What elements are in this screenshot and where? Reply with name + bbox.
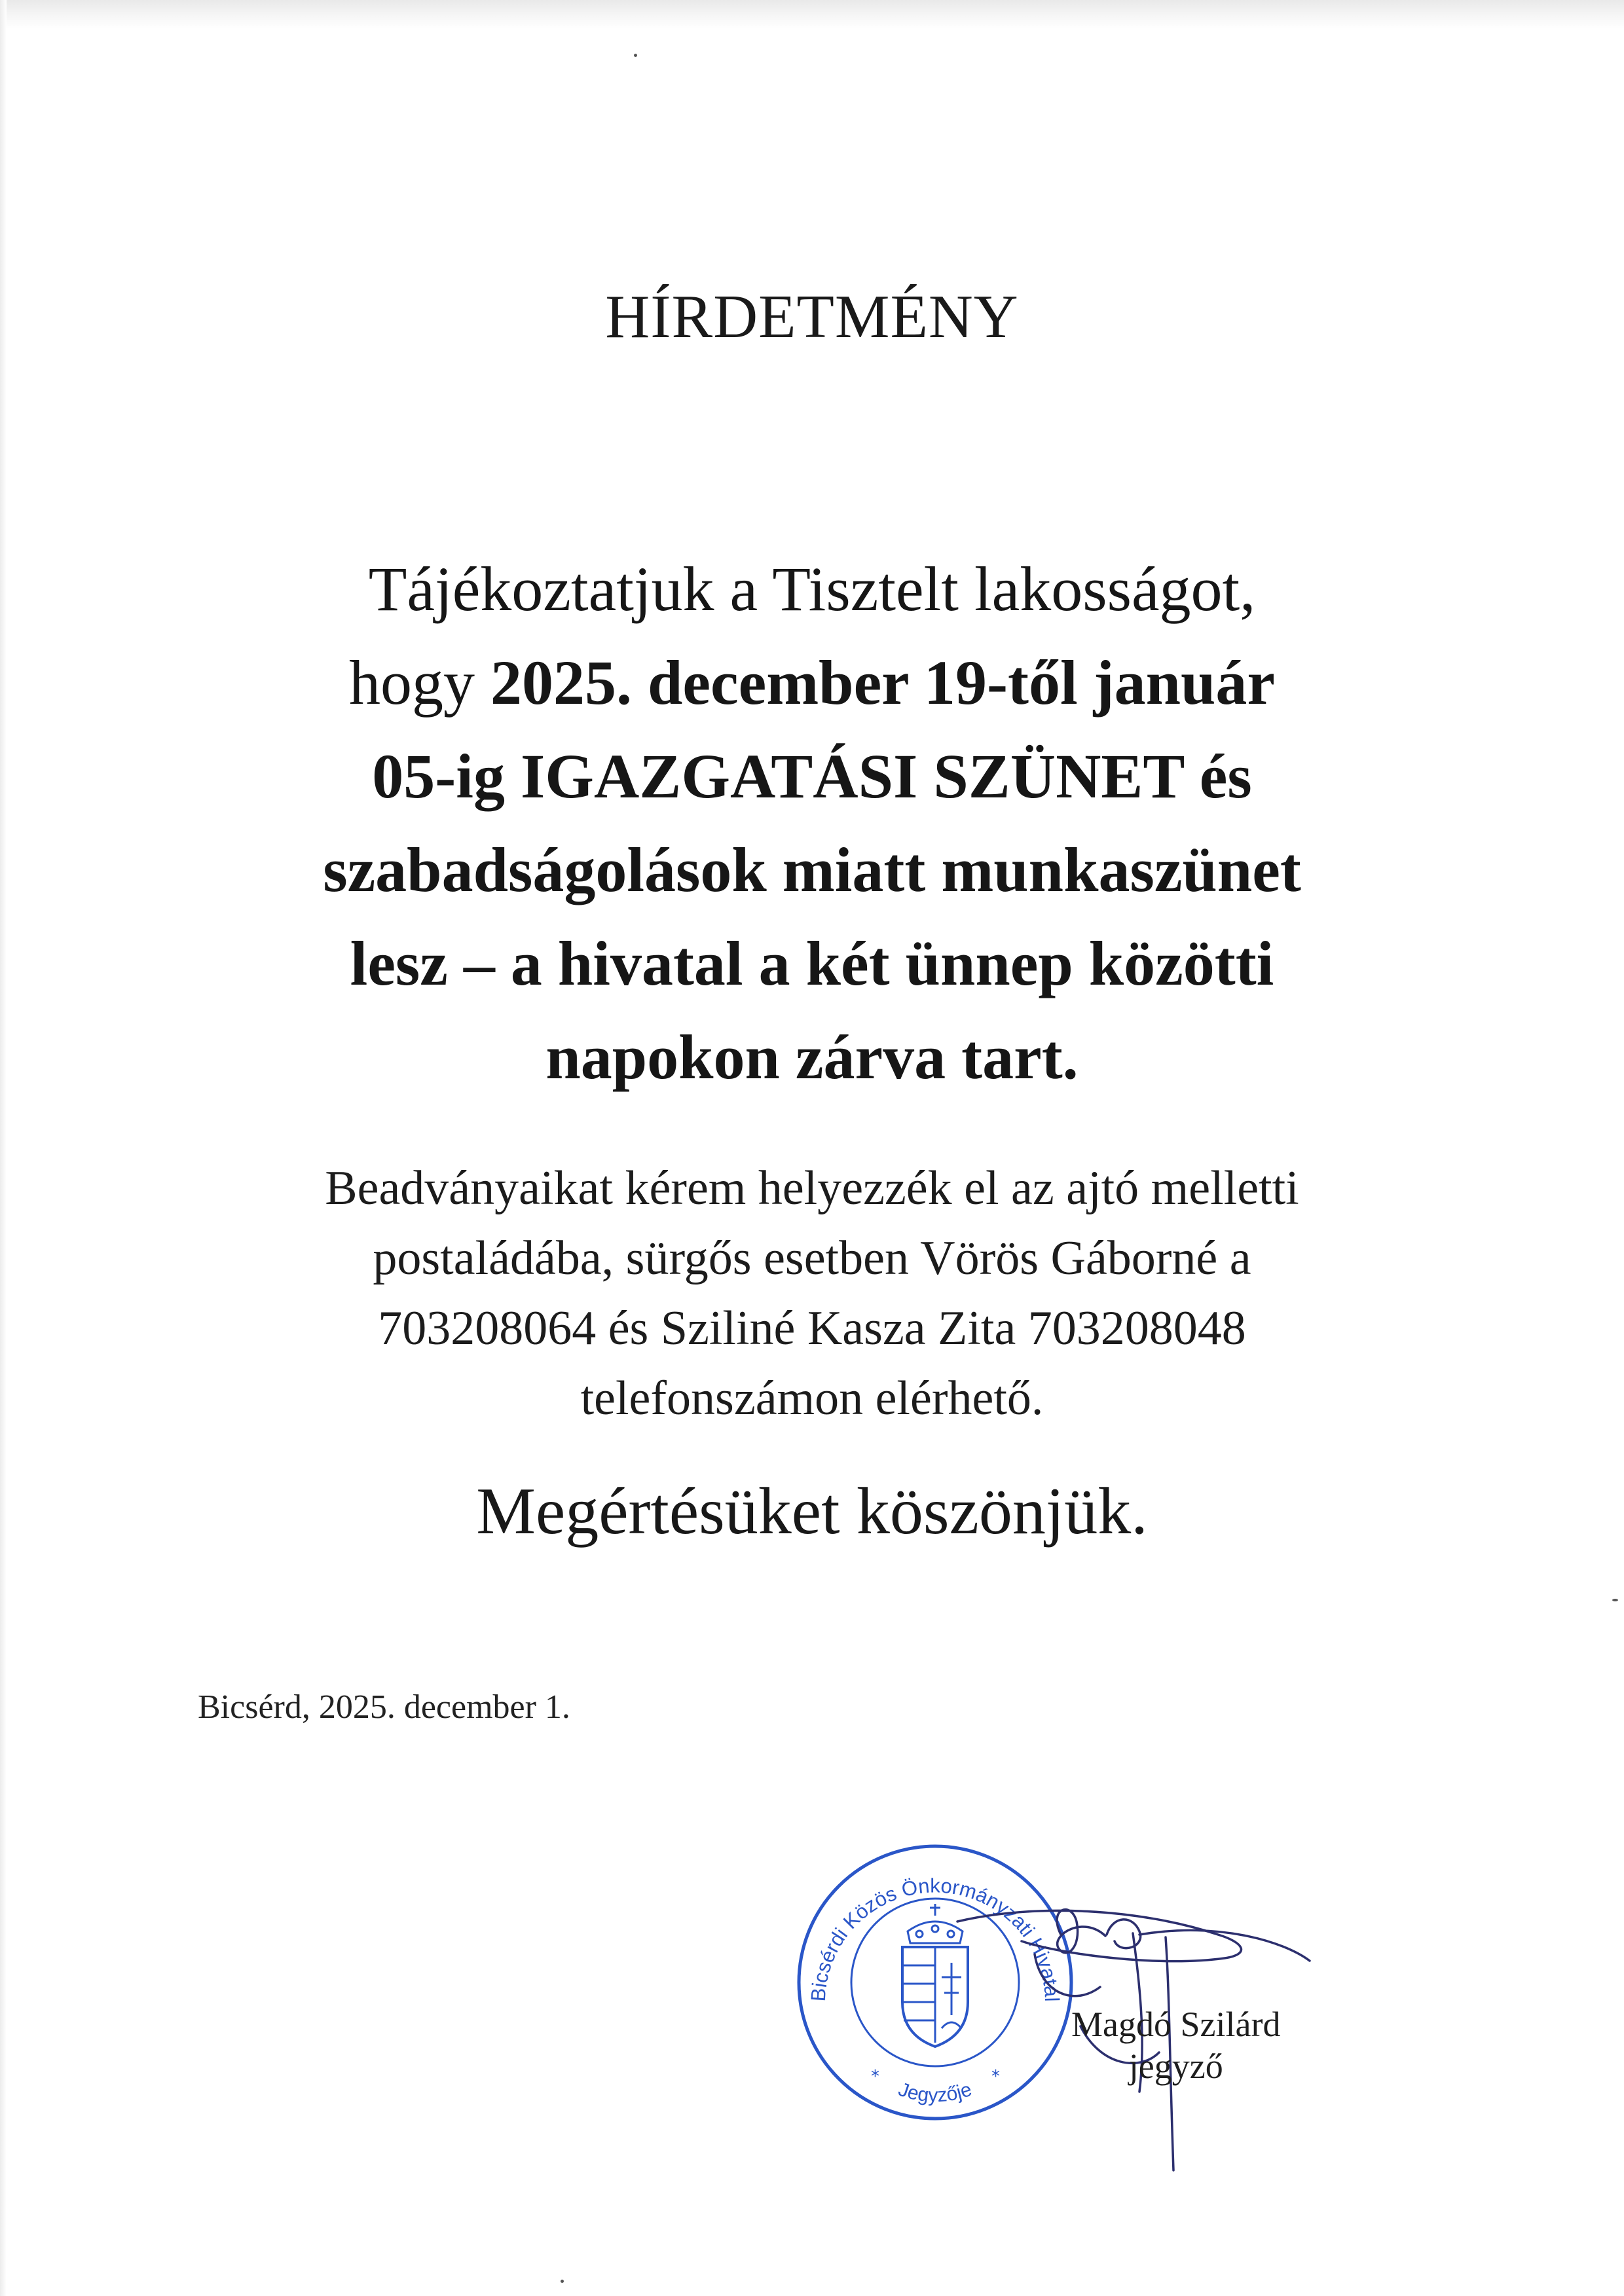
main-line-2-date-range: 2025. december 19-től január bbox=[490, 647, 1276, 718]
main-line-1 bbox=[196, 542, 1428, 636]
stamp-ring-text: Bicsérdi Közös Önkormányzati Hivatal bbox=[806, 1874, 1064, 2003]
note-line-3: 703208064 és Sziliné Kasza Zita 703208048 bbox=[378, 1302, 1246, 1355]
note-line-2: postaládába, sürgős esetben Vörös Gáborné a bbox=[373, 1231, 1251, 1285]
main-line-5-text: lesz – a hivatal a két ünnep közötti bbox=[350, 928, 1274, 998]
main-line-5 bbox=[196, 917, 1428, 1010]
main-line-2 bbox=[196, 636, 1428, 729]
scan-edge-top bbox=[0, 0, 1624, 29]
scan-speck bbox=[1612, 1599, 1618, 1601]
scan-speck bbox=[634, 54, 637, 57]
signer-name: Magdó Szilárd bbox=[1071, 2005, 1281, 2044]
note-line-1: Beadványaikat kérem helyezzék el az ajtó melletti bbox=[325, 1161, 1299, 1215]
main-line-3 bbox=[196, 729, 1428, 823]
stamp-star-left: * bbox=[871, 2067, 879, 2086]
main-line-6-text: napokon zárva tart. bbox=[545, 1022, 1079, 1092]
scan-speck bbox=[561, 2280, 564, 2283]
thanks-line: Megértésüket köszönjük. bbox=[476, 1474, 1148, 1548]
main-line-1-text: Tájékoztatjuk a Tisztelt lakosságot, bbox=[368, 554, 1256, 624]
signer-block bbox=[1071, 2003, 1280, 2087]
submission-note bbox=[210, 1154, 1414, 1434]
main-line-3-text: 05-ig IGAZGATÁSI SZÜNET és bbox=[372, 741, 1252, 811]
main-line-4 bbox=[196, 823, 1428, 917]
main-line-2-lead: hogy bbox=[348, 647, 490, 718]
main-line-4-text: szabadságolások miatt munkaszünet bbox=[323, 835, 1301, 905]
signer-title: jegyző bbox=[1128, 2047, 1223, 2086]
notice-title: HÍRDETMÉNY bbox=[605, 283, 1019, 351]
main-line-6 bbox=[196, 1010, 1428, 1104]
stamp-star-right: * bbox=[991, 2067, 1000, 2086]
notice-main-text bbox=[196, 542, 1428, 1104]
place-and-date: Bicsérd, 2025. december 1. bbox=[198, 1688, 570, 1726]
note-line-4: telefonszámon elérhető. bbox=[580, 1372, 1044, 1425]
stamp-bottom-text: Jegyzője bbox=[895, 2078, 975, 2107]
